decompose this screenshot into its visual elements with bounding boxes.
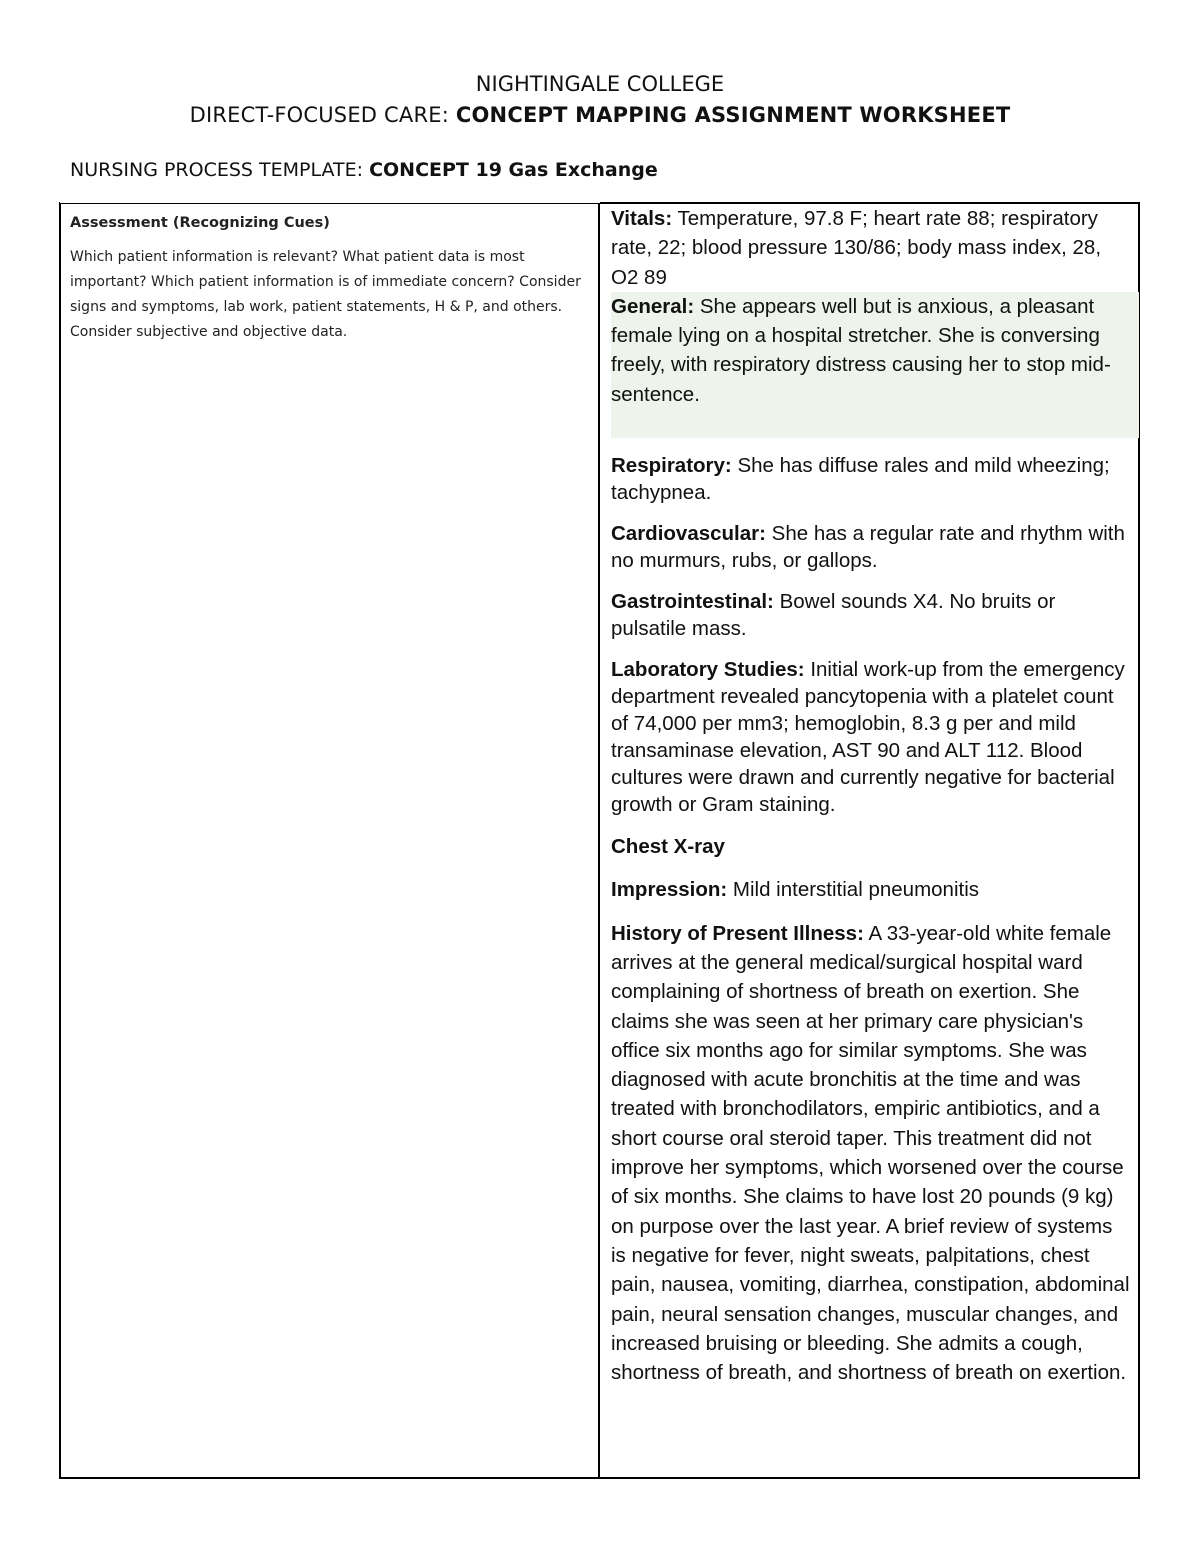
vitals-paragraph — [611, 204, 1131, 292]
column-divider — [598, 202, 600, 1479]
assessment-prompt: Which patient information is relevant? What patient data is most important? Which patient information is of immediate concern? Consider signs and symptoms, lab work, patient statements, H & P, and others. Consider subjective and objective data. — [70, 249, 581, 340]
template-prefix: NURSING PROCESS TEMPLATE: — [70, 159, 370, 181]
general-paragraph — [611, 292, 1139, 438]
template-title — [70, 159, 658, 181]
vitals-label: Vitals: — [611, 207, 673, 230]
gastrointestinal-text: Bowel sounds X4. No bruits or pulsatile mass. — [611, 590, 1056, 641]
cardiovascular-label: Cardiovascular: — [611, 522, 766, 546]
assessment-cell — [70, 215, 585, 345]
care-prefix: DIRECT-FOCUSED CARE: — [189, 103, 456, 127]
hpi-paragraph — [611, 919, 1131, 1388]
chest-xray-label: Chest X-ray — [611, 835, 725, 859]
lab-text: Initial work-up from the emergency department revealed pancytopenia with a platelet count of 74,000 per mm3; hemoglobin, 8.3 g per and mild transaminase elevation, AST 90 and ALT 112. Blood cultures were drawn and currently negative for bacterial growth or Gram staining. — [611, 658, 1125, 817]
hpi-text: A 33-year-old white female arrives at the general medical/surgical hospital ward complaining of shortness of breath on exertion. She claims she was seen at her primary care physician's office six months ago for similar symptoms. She was diagnosed with acute bronchitis at the time and was treated with bronchodilators, empiric antibiotics, and a short course oral steroid taper. This treatment did not improve her symptoms, which worsened over the course of six months. She claims to have lost 20 pounds (9 kg) on purpose over the last year. A brief review of systems is negative for fever, night sweats, palpitations, chest pain, nausea, vomiting, diarrhea, constipation, abdominal pain, neural sensation changes, muscular changes, and increased bruising or bleeding. She admits a cough, shortness of breath, and shortness of breath on exertion. — [611, 921, 1130, 1385]
lab-label: Laboratory Studies: — [611, 658, 805, 682]
respiratory-paragraph — [611, 452, 1131, 506]
cardiovascular-text: She has a regular rate and rhythm with no murmurs, rubs, or gallops. — [611, 522, 1125, 573]
college-title: NIGHTINGALE COLLEGE — [475, 72, 725, 96]
gastrointestinal-label: Gastrointestinal: — [611, 590, 774, 614]
care-title: CONCEPT MAPPING ASSIGNMENT WORKSHEET — [455, 103, 1011, 127]
respiratory-label: Respiratory: — [611, 454, 732, 478]
hpi-label: History of Present Illness: — [611, 921, 864, 945]
vitals-text: Temperature, 97.8 F; heart rate 88; respiratory rate, 22; blood pressure 130/86; body mass index, 28, O2 89 — [611, 207, 1102, 289]
impression-paragraph — [611, 875, 1131, 904]
respiratory-text: She has diffuse rales and mild wheezing; tachypnea. — [611, 454, 1110, 505]
worksheet-title — [0, 103, 1200, 127]
chest-xray-paragraph — [611, 832, 1131, 861]
impression-text: Mild interstitial pneumonitis — [727, 878, 979, 902]
general-text: She appears well but is anxious, a pleasant female lying on a hospital stretcher. She is conversing freely, with respiratory distress causing her to stop mid-sentence. — [611, 294, 1111, 406]
general-label: General: — [611, 294, 695, 318]
cardiovascular-paragraph — [611, 520, 1131, 574]
patient-data-cell — [611, 204, 1131, 1387]
table-top-gap — [60, 196, 600, 203]
gastrointestinal-paragraph — [611, 588, 1131, 642]
assessment-heading: Assessment (Recognizing Cues) — [70, 215, 330, 231]
impression-label: Impression: — [611, 878, 728, 902]
template-concept: CONCEPT 19 Gas Exchange — [369, 159, 658, 181]
lab-paragraph — [611, 656, 1131, 818]
